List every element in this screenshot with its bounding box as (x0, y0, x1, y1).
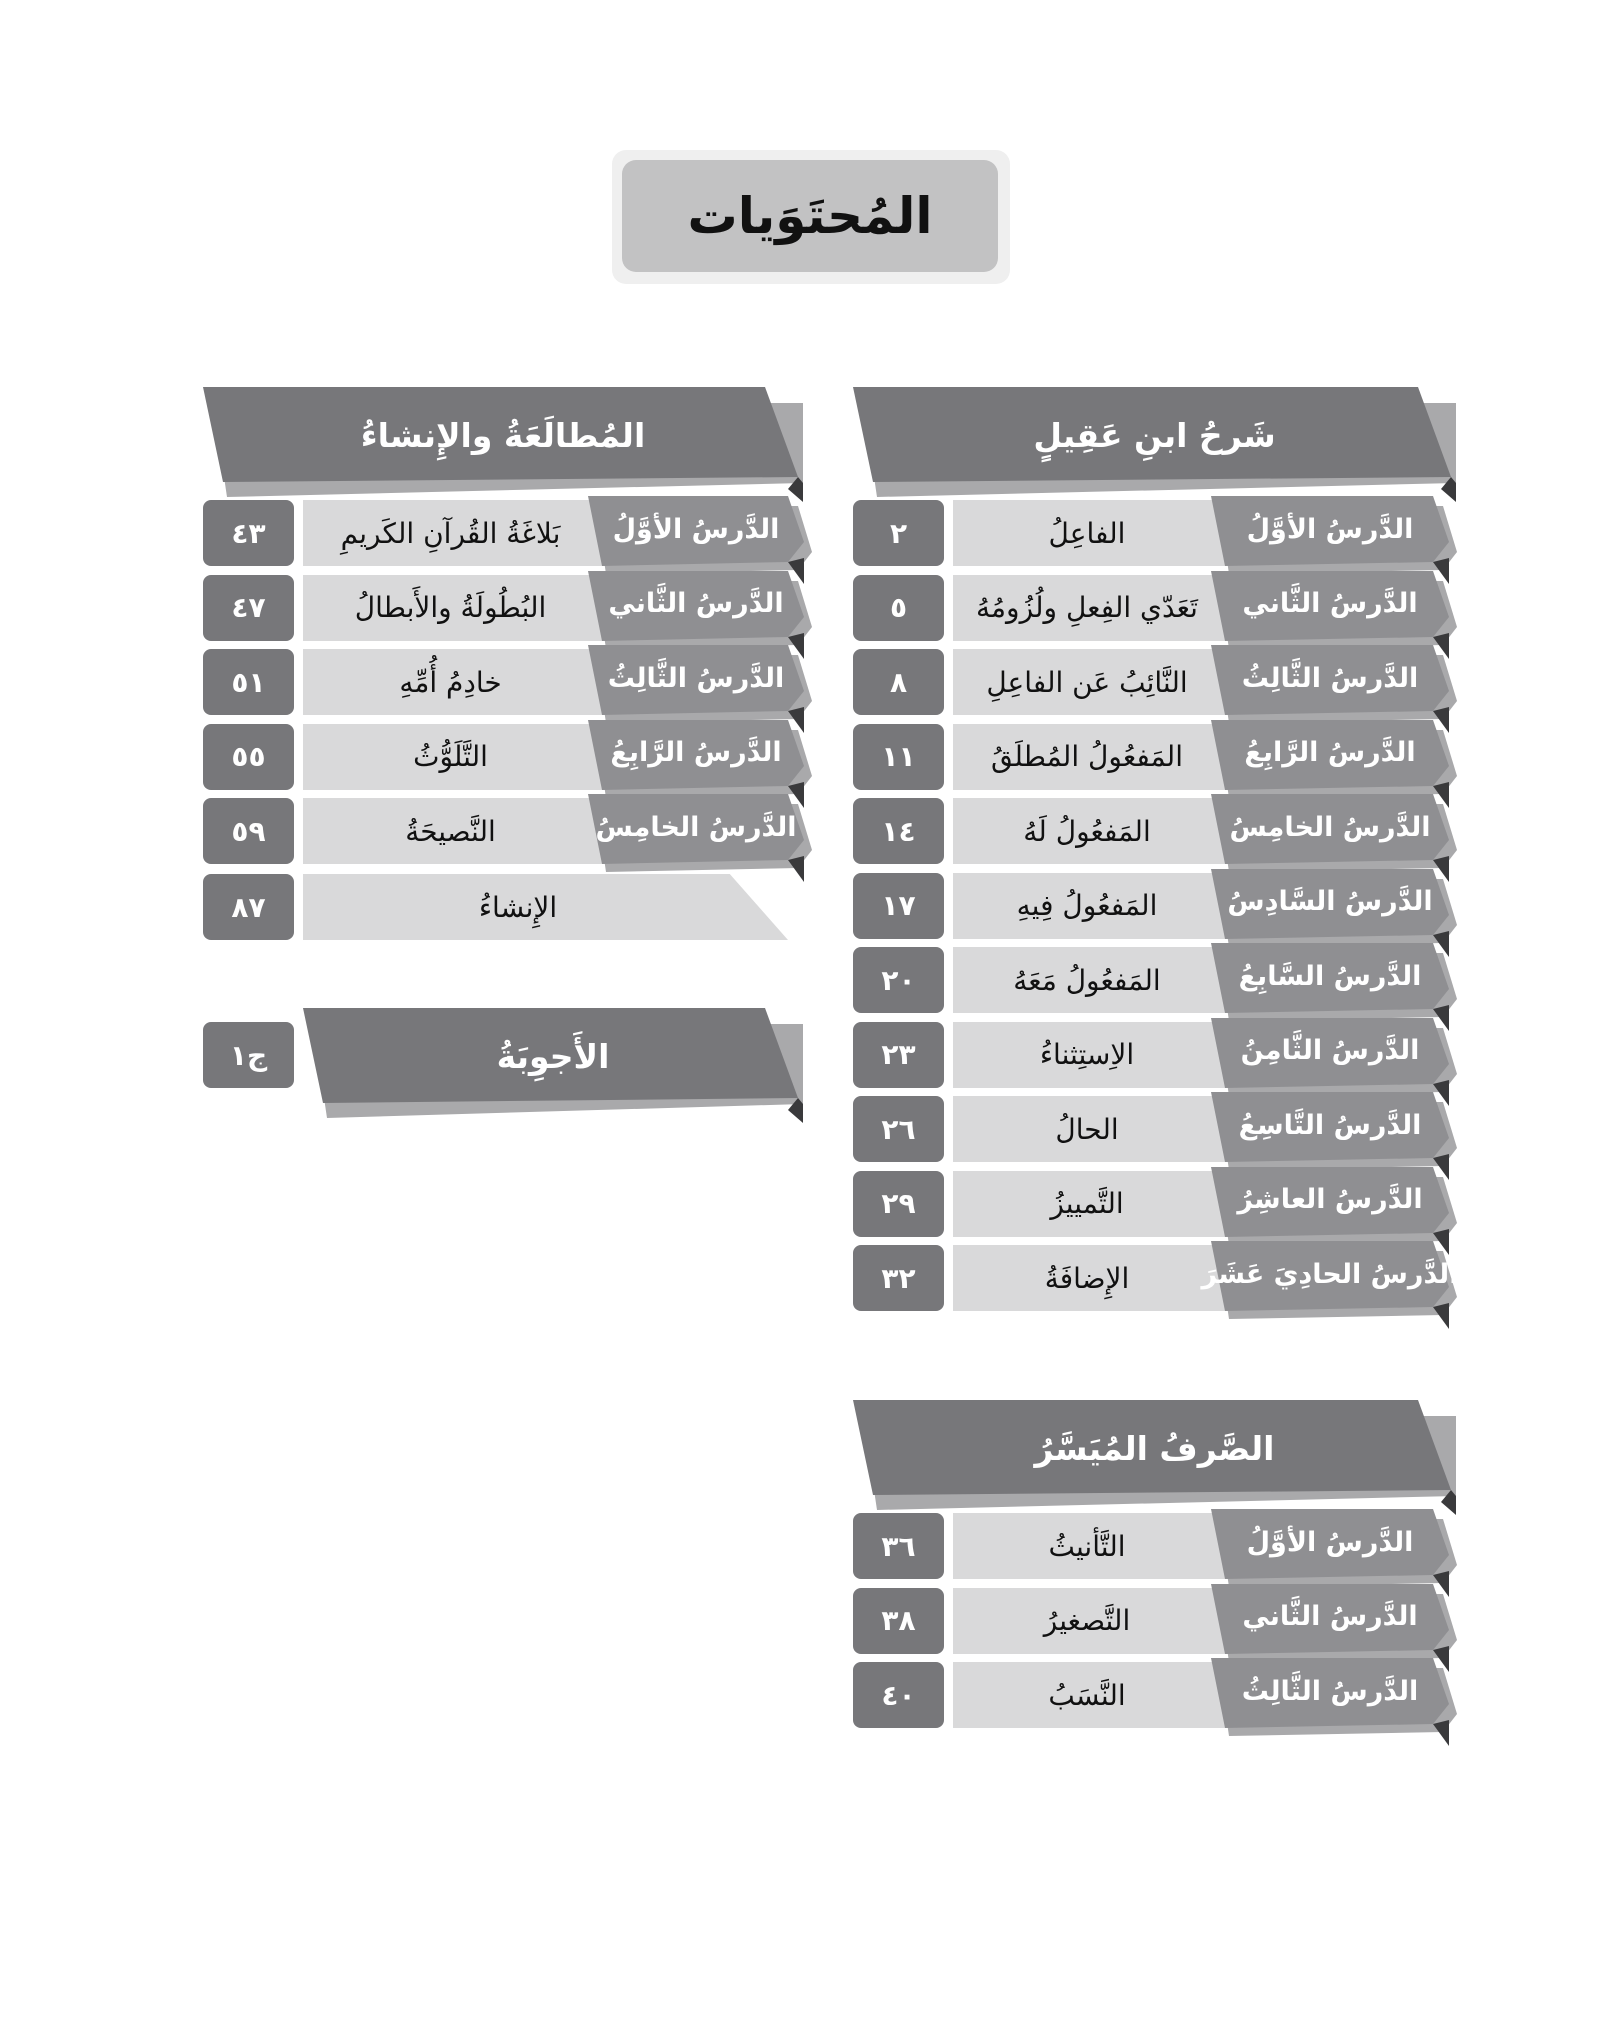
topic-title: تَعَدّي الفِعلِ ولُزُومُهُ (976, 591, 1198, 624)
lesson-label: الدَّرسُ الثَّامِنُ (1240, 1035, 1420, 1066)
section-header-sharh (853, 387, 1456, 483)
topic-title: النَّائِبُ عَن الفاعِلِ (986, 665, 1188, 699)
page-number: ٨٧ (203, 874, 294, 940)
page-number: ٥ (853, 575, 944, 641)
page-number: ٢٣ (853, 1022, 944, 1088)
topic-title: التَّمييزُ (1050, 1187, 1124, 1220)
lesson-label: الدَّرسُ السَّادِسُ (1227, 886, 1433, 917)
toc-row[interactable] (853, 1245, 1459, 1311)
page-number: ٨ (853, 649, 944, 715)
page-number: ٣٨ (853, 1588, 944, 1654)
toc-row-insha[interactable] (203, 874, 788, 940)
lesson-label: الدَّرسُ الثَّالِثُ (607, 662, 785, 694)
page-number: ١١ (853, 724, 944, 790)
lesson-label: الدَّرسُ العاشِرُ (1237, 1184, 1423, 1215)
lesson-label: الدَّرسُ الرَّابِعُ (610, 737, 782, 768)
page-number: ٥٩ (203, 798, 294, 864)
lesson-label: الدَّرسُ الثَّاني (1242, 588, 1418, 619)
section-title: شَرحُ ابنِ عَقِيلٍ (1033, 415, 1276, 455)
toc-row[interactable] (853, 724, 1433, 790)
lesson-tab (1201, 1241, 1459, 1331)
section-title: الأَجوِبَةُ (496, 1036, 610, 1076)
lesson-label: الدَّرسُ التَّاسِعُ (1238, 1109, 1422, 1141)
lesson-label: الدَّرسُ الثَّالِثُ (1241, 662, 1419, 694)
section-title: المُطالَعَةُ والإِنشاءُ (360, 415, 646, 455)
page-number: ١٧ (853, 873, 944, 939)
page-number: ٢٦ (853, 1096, 944, 1162)
section-title: الصَّرفُ المُيَسَّرُ (1034, 1428, 1275, 1468)
toc-row[interactable] (203, 500, 788, 566)
topic-title: المَفعُولُ لَهُ (1023, 814, 1151, 848)
topic-title: التَّلَوُّثُ (413, 740, 488, 773)
page-number: ج١ (203, 1022, 294, 1088)
toc-row[interactable] (853, 1588, 1433, 1654)
toc-row[interactable] (203, 798, 797, 864)
answers-header (303, 1008, 803, 1104)
toc-row[interactable] (203, 649, 788, 715)
toc-row[interactable] (853, 1171, 1433, 1237)
lesson-label: الدَّرسُ الأوَّلُ (1246, 513, 1414, 545)
topic-title: الاِستِثناءُ (1039, 1038, 1135, 1071)
lesson-label: الدَّرسُ الرَّابِعُ (1244, 737, 1416, 768)
section-header-mutalaa (203, 387, 803, 483)
lesson-label: الدَّرسُ الثَّالِثُ (1241, 1675, 1419, 1707)
page-number: ٤٣ (203, 500, 294, 566)
toc-row[interactable] (853, 1513, 1433, 1579)
topic-title: خادِمُ أُمِّهِ (399, 665, 502, 699)
lesson-label: الدَّرسُ الحادِيَ عَشَرَ (1201, 1258, 1459, 1290)
toc-row[interactable] (203, 724, 788, 790)
section-header-sarf (853, 1400, 1456, 1496)
topic-title: التَّصغيرُ (1043, 1604, 1131, 1637)
toc-row[interactable] (853, 873, 1433, 939)
topic-title: الإِنشاءُ (478, 890, 558, 924)
toc-row[interactable] (853, 649, 1433, 715)
page-number: ٥١ (203, 649, 294, 715)
page-number: ٣٦ (853, 1513, 944, 1579)
page-title: المُحتَوَيات (622, 160, 998, 272)
page-number: ٢٩ (853, 1171, 944, 1237)
lesson-label: الدَّرسُ الثَّاني (1242, 1601, 1418, 1632)
toc-row-answers[interactable] (203, 1022, 803, 1118)
lesson-label: الدَّرسُ الأوَّلُ (1246, 1526, 1414, 1558)
topic-title: المَفعُولُ المُطلَقُ (991, 740, 1183, 773)
topic-title: المَفعُولُ فِيهِ (1016, 889, 1158, 922)
toc-row[interactable] (853, 1096, 1433, 1162)
toc-row[interactable] (853, 575, 1433, 641)
topic-title: التَّأنيثُ (1048, 1529, 1126, 1563)
page-number: ١٤ (853, 798, 944, 864)
lesson-label: الدَّرسُ الثَّاني (608, 588, 784, 619)
topic-title: النَّصيحَةُ (405, 814, 496, 848)
topic-title: البُطُولَةُ والأَبطالُ (354, 591, 547, 624)
toc-row[interactable] (853, 1662, 1433, 1728)
toc-row[interactable] (203, 575, 788, 641)
page-title-frame (612, 150, 1010, 284)
topic-title: الفاعِلُ (1048, 516, 1126, 550)
page-number: ٣٢ (853, 1245, 944, 1311)
lesson-label: الدَّرسُ الخامِسُ (595, 811, 797, 843)
lesson-label: الدَّرسُ السَّابِعُ (1238, 960, 1422, 992)
topic-title: المَفعُولُ مَعَهُ (1013, 963, 1161, 997)
topic-title: الإِضافَةُ (1044, 1261, 1130, 1295)
lesson-label: الدَّرسُ الأوَّلُ (612, 513, 780, 545)
page-number: ٢٠ (853, 947, 944, 1013)
page-number: ٤٠ (853, 1662, 944, 1728)
toc-row[interactable] (853, 500, 1433, 566)
page-number: ٤٧ (203, 575, 294, 641)
lesson-label: الدَّرسُ الخامِسُ (1229, 811, 1431, 843)
topic-title: بَلاغَةُ القُرآنِ الكَريمِ (340, 516, 561, 550)
page-number: ٥٥ (203, 724, 294, 790)
topic-title: الحالُ (1055, 1112, 1119, 1146)
page-number: ٢ (853, 500, 944, 566)
lesson-tab (1211, 1658, 1457, 1748)
toc-row[interactable] (853, 1022, 1433, 1088)
toc-row[interactable] (853, 798, 1433, 864)
toc-row[interactable] (853, 947, 1433, 1013)
topic-title: النَّسَبُ (1048, 1678, 1126, 1712)
lesson-tab (588, 794, 812, 884)
